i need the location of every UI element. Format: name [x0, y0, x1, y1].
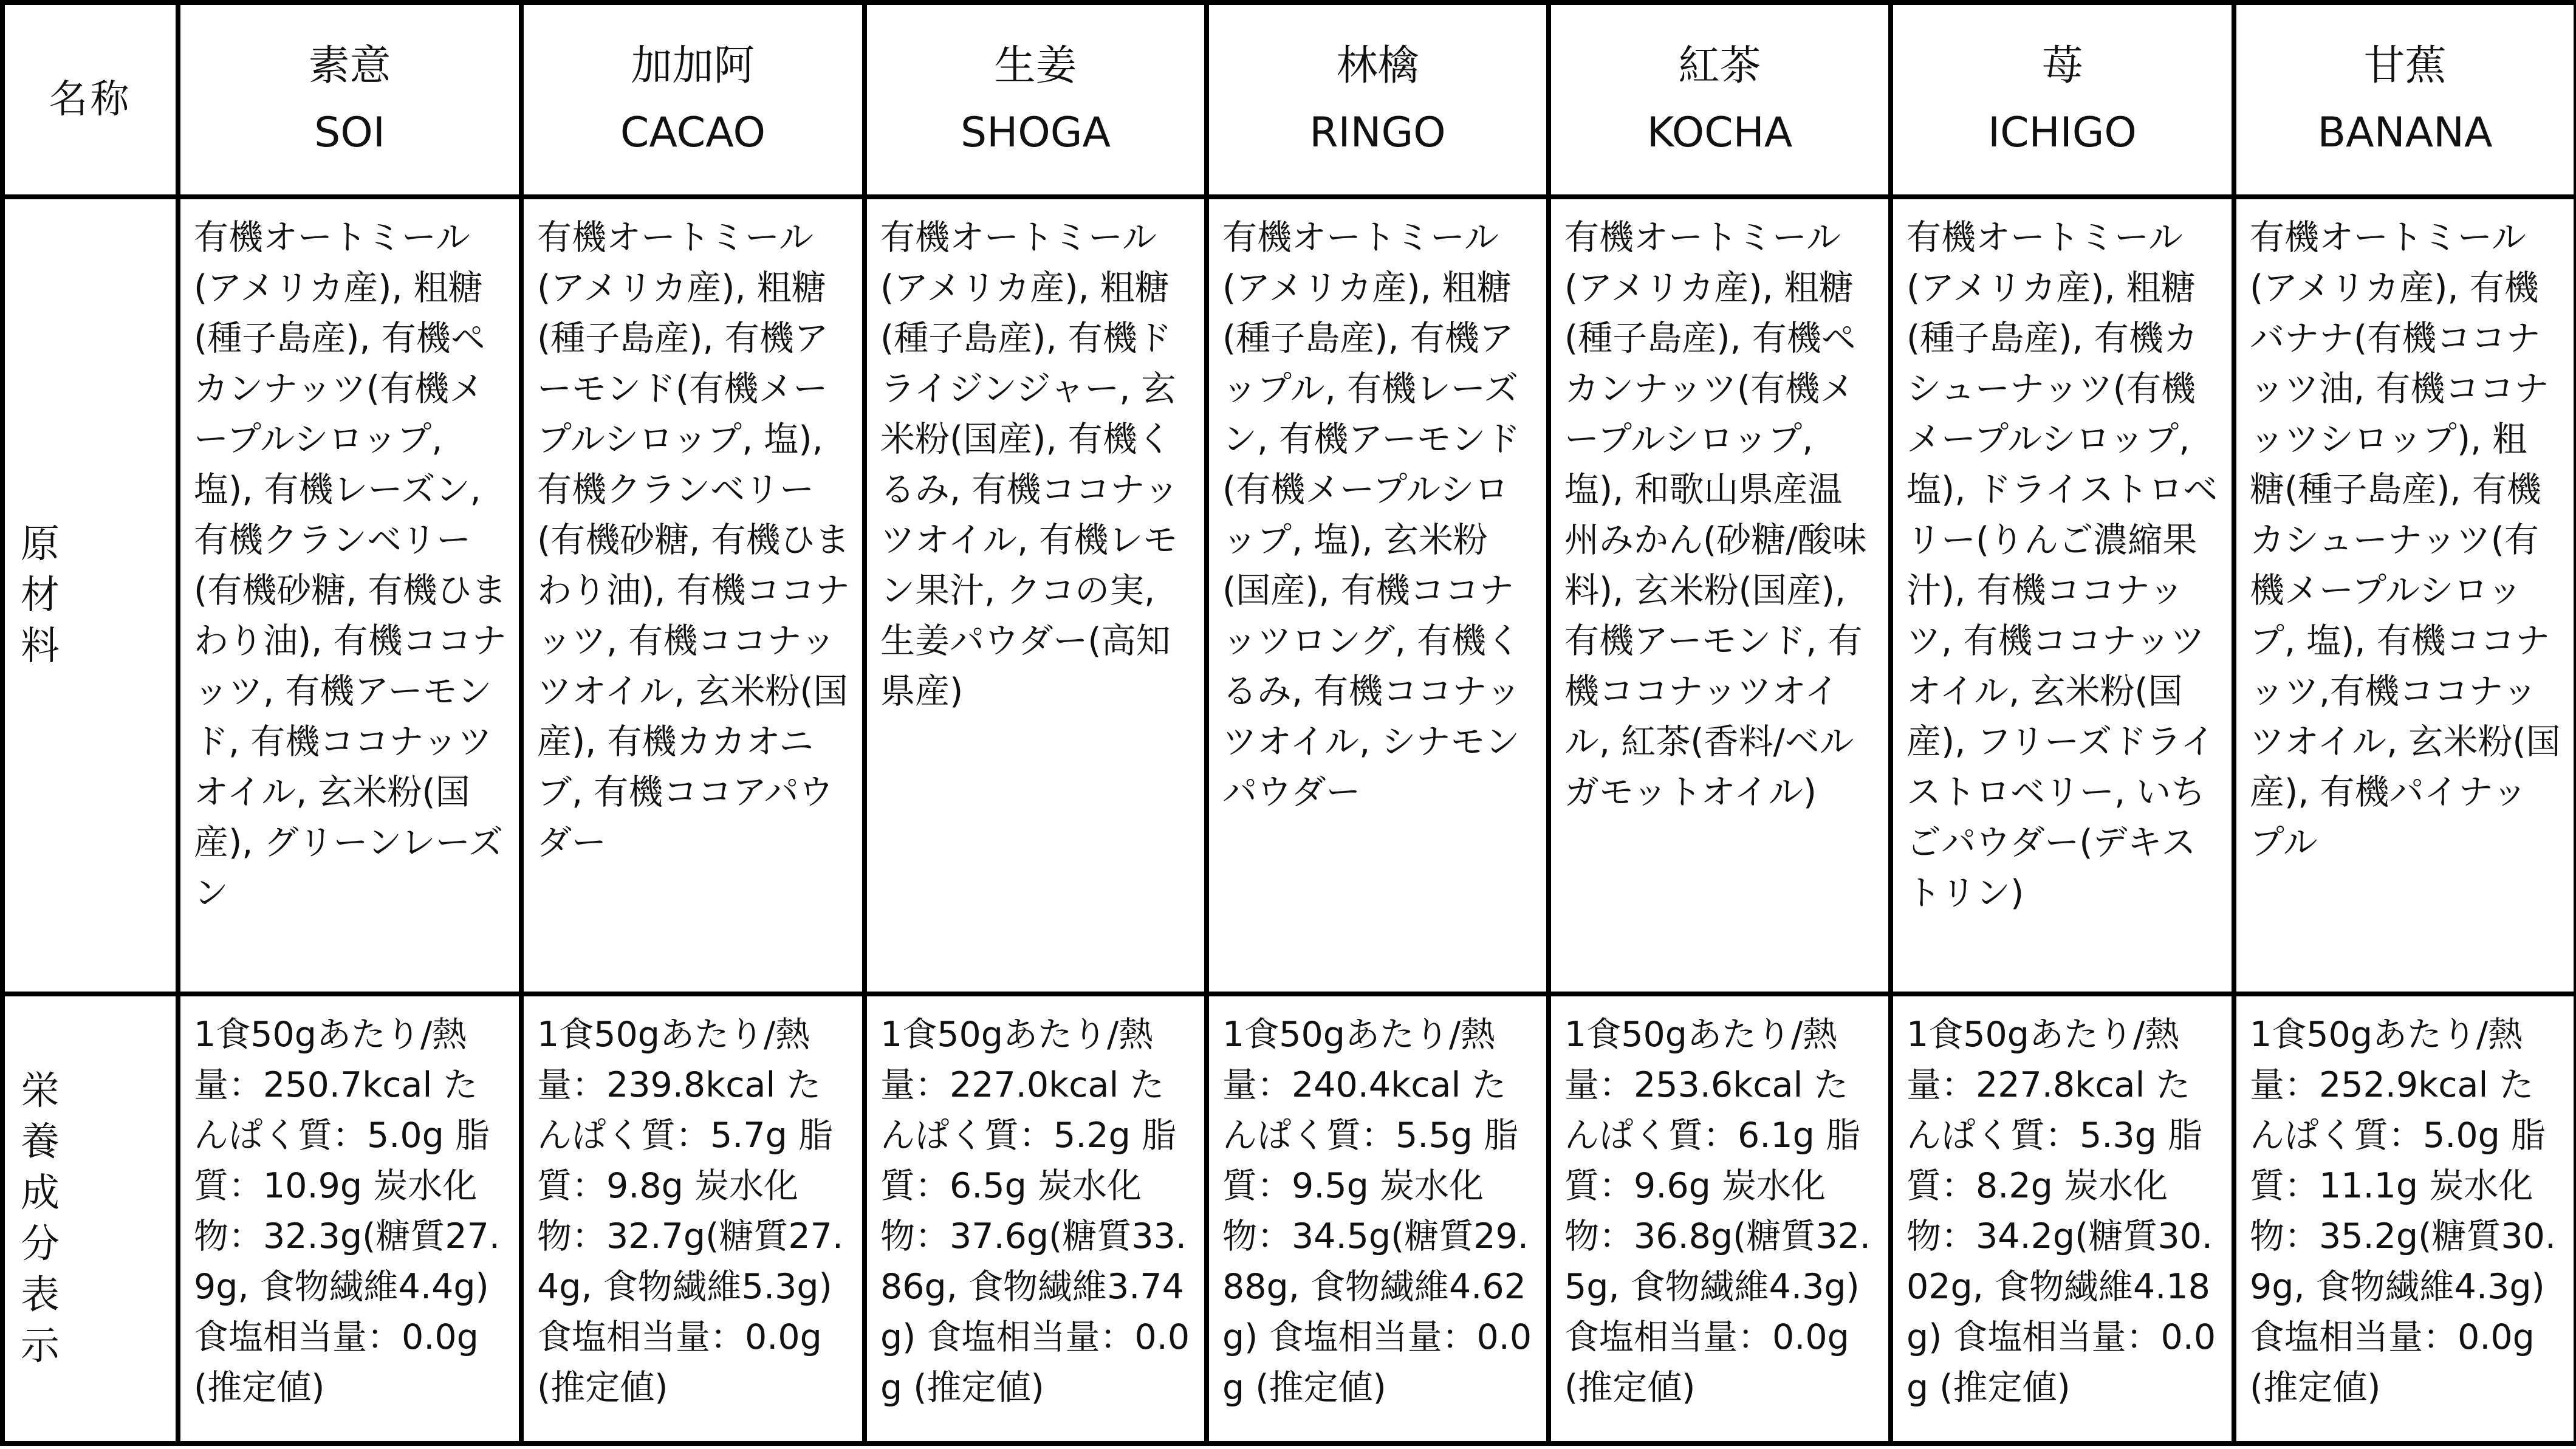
product-name-en: ICHIGO — [1988, 109, 2137, 157]
nutrition-ichigo: 1食50gあたり/熱量：227.8kcal たんぱく質：5.3g 脂質：8.2g 炭水化物：34.2g(糖質30.02g, 食物繊維4.18g) 食塩相当量：0.0g (推定値) — [1891, 994, 2234, 1444]
nutrition-banana: 1食50gあたり/熱量：252.9kcal たんぱく質：5.0g 脂質：11.1g 炭水化物：35.2g(糖質30.9g, 食物繊維4.3g) 食塩相当量：0.0g (推定値) — [2234, 994, 2576, 1444]
product-name-ja: 素意 — [308, 42, 391, 90]
ingredients-row — [2, 197, 2576, 994]
product-name-ja: 生姜 — [994, 42, 1077, 90]
product-name-ja: 林檎 — [1336, 42, 1419, 90]
ingredients-ringo: 有機オートミール(アメリカ産), 粗糖(種子島産), 有機アップル, 有機レーズン, 有機アーモンド(有機メープルシロップ, 塩), 玄米粉(国産), 有機ココナッツロング, 有機くるみ, 有機ココナッツオイル, シナモンパウダー — [1207, 197, 1549, 994]
product-name-en: RINGO — [1309, 109, 1446, 157]
product-name-en: CACAO — [620, 109, 766, 157]
column-header-soi — [178, 2, 521, 197]
nutrition-kocha: 1食50gあたり/熱量：253.6kcal たんぱく質：6.1g 脂質：9.6g 炭水化物：36.8g(糖質32.5g, 食物繊維4.3g) 食塩相当量：0.0g (推定値) — [1549, 994, 1891, 1444]
nutrition-row — [2, 994, 2576, 1444]
ingredients-shoga: 有機オートミール(アメリカ産), 粗糖(種子島産), 有機ドライジンジャー, 玄米粉(国産), 有機くるみ, 有機ココナッツオイル, 有機レモン果汁, クコの実, 生姜パウダー(高知県産) — [865, 197, 1207, 994]
row-label-name: 名称 — [2, 2, 178, 197]
row-label-ingredients: 原材料 — [2, 197, 178, 994]
column-header-ringo — [1207, 2, 1549, 197]
row-label-nutrition: 栄養成分表示 — [2, 994, 178, 1444]
ingredients-banana: 有機オートミール(アメリカ産), 有機バナナ(有機ココナッツ油, 有機ココナッツシロップ), 粗糖(種子島産), 有機カシューナッツ(有機メープルシロップ, 塩), 有機ココナッツ,有機ココナッツオイル, 玄米粉(国産), 有機パイナップル — [2234, 197, 2576, 994]
product-name-en: KOCHA — [1646, 109, 1793, 157]
nutrition-cacao: 1食50gあたり/熱量：239.8kcal たんぱく質：5.7g 脂質：9.8g 炭水化物：32.7g(糖質27.4g, 食物繊維5.3g) 食塩相当量：0.0g (推定値) — [521, 994, 865, 1444]
ingredients-cacao: 有機オートミール(アメリカ産), 粗糖(種子島産), 有機アーモンド(有機メープルシロップ, 塩), 有機クランベリー(有機砂糖, 有機ひまわり油), 有機ココナッツ, 有機ココナッツオイル, 玄米粉(国産), 有機カカオニブ, 有機ココアパウダー — [521, 197, 865, 994]
product-name-ja: 紅茶 — [1678, 42, 1761, 90]
ingredients-kocha: 有機オートミール(アメリカ産), 粗糖(種子島産), 有機ペカンナッツ(有機メープルシロップ, 塩), 和歌山県産温州みかん(砂糖/酸味料), 玄米粉(国産), 有機アーモンド, 有機ココナッツオイル, 紅茶(香料/ベルガモットオイル) — [1549, 197, 1891, 994]
product-name-ja: 加加阿 — [631, 42, 755, 90]
column-header-banana — [2234, 2, 2576, 197]
product-name-en: BANANA — [2317, 109, 2493, 157]
product-name-en: SHOGA — [960, 109, 1111, 157]
nutrition-ringo: 1食50gあたり/熱量：240.4kcal たんぱく質：5.5g 脂質：9.5g 炭水化物：34.5g(糖質29.88g, 食物繊維4.62g) 食塩相当量：0.0g (推定値) — [1207, 994, 1549, 1444]
ingredients-ichigo: 有機オートミール(アメリカ産), 粗糖(種子島産), 有機カシューナッツ(有機メープルシロップ, 塩), ドライストロベリー(りんご濃縮果汁), 有機ココナッツ, 有機ココナッツオイル, 玄米粉(国産), フリーズドライストロベリー, いちごパウダー(デキストリン) — [1891, 197, 2234, 994]
product-name-ja: 苺 — [2041, 42, 2083, 90]
column-header-shoga — [865, 2, 1207, 197]
nutrition-soi: 1食50gあたり/熱量：250.7kcal たんぱく質：5.0g 脂質：10.9g 炭水化物：32.3g(糖質27.9g, 食物繊維4.4g) 食塩相当量：0.0g (推定値) — [178, 994, 521, 1444]
column-header-kocha — [1549, 2, 1891, 197]
column-header-ichigo — [1891, 2, 2234, 197]
nutrition-shoga: 1食50gあたり/熱量：227.0kcal たんぱく質：5.2g 脂質：6.5g 炭水化物：37.6g(糖質33.86g, 食物繊維3.74g) 食塩相当量：0.0g (推定値) — [865, 994, 1207, 1444]
column-header-cacao — [521, 2, 865, 197]
header-row — [2, 2, 2576, 197]
product-name-ja: 甘蕉 — [2363, 42, 2447, 90]
product-name-en: SOI — [314, 109, 385, 157]
ingredients-soi: 有機オートミール(アメリカ産), 粗糖(種子島産), 有機ペカンナッツ(有機メープルシロップ, 塩), 有機レーズン, 有機クランベリー(有機砂糖, 有機ひまわり油), 有機ココナッツ, 有機アーモンド, 有機ココナッツオイル, 玄米粉(国産), グリーンレーズン — [178, 197, 521, 994]
